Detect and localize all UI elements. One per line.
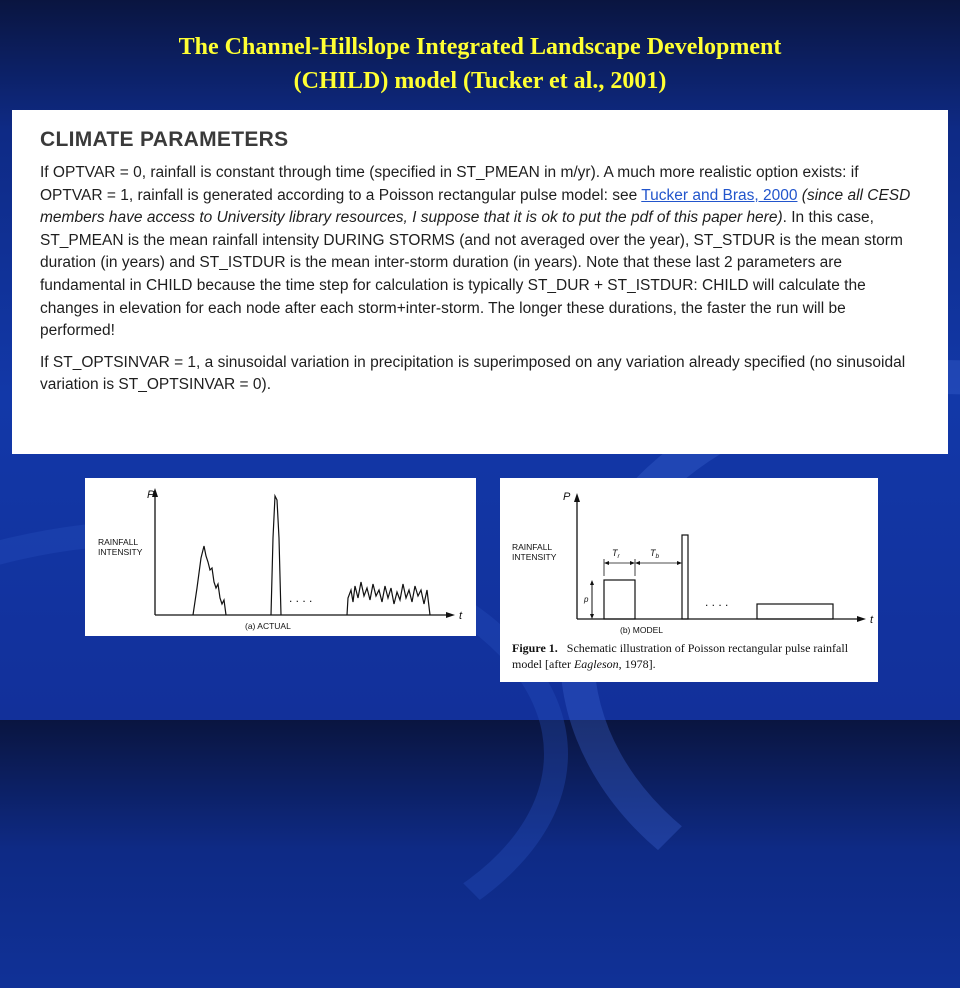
section-heading: CLIMATE PARAMETERS <box>40 128 289 151</box>
y-axis-arrow <box>574 493 580 502</box>
intensity-label: INTENSITY <box>512 552 557 562</box>
rainfall-label: RAINFALL <box>98 537 139 547</box>
p-label: p <box>584 595 589 604</box>
caption-end: , 1978]. <box>618 657 656 671</box>
pulse-1 <box>604 580 635 619</box>
slide-title-line-1: The Channel-Hillslope Integrated Landscape Development <box>178 34 782 60</box>
figure-number: Figure 1. <box>512 641 558 655</box>
x-axis-arrow <box>446 612 455 618</box>
ellipsis-dots: . . . . <box>705 595 729 609</box>
paragraph-optvar <box>40 162 920 343</box>
ellipsis-dots: . . . . <box>289 591 313 605</box>
storm-3-trace <box>347 582 430 615</box>
paragraph-note: (since all CESD members have access to University library resources, I suppose that it is ok to put the pdf of this paper here) <box>40 186 911 227</box>
x-axis-label: t <box>870 614 874 626</box>
storm-1-trace <box>193 546 226 615</box>
intensity-label: INTENSITY <box>98 547 143 557</box>
tr-arrow-left <box>604 561 609 565</box>
tb-label: $T_b$ <box>650 548 660 560</box>
tr-arrow-right <box>630 561 635 565</box>
figure-caption <box>512 640 872 672</box>
x-axis-arrow <box>857 616 866 622</box>
y-axis-label: P <box>147 489 155 501</box>
rainfall-label: RAINFALL <box>512 542 553 552</box>
climate-parameters-panel <box>12 110 948 454</box>
paragraph-optsinvar: If ST_OPTSINVAR = 1, a sinusoidal variation in precipitation is superimposed on any variation already specified (no sinusoidal variation is ST_OPTSINVAR = 0). <box>40 353 906 394</box>
tb-arrow-right <box>677 561 682 565</box>
p-arrow-top <box>590 580 594 585</box>
tucker-bras-link[interactable]: Tucker and Bras, 2000 <box>641 186 798 204</box>
paragraph-text: . In this case, ST_PMEAN is the mean rainfall intensity DURING STORMS (and not averaged over the year), ST_STDUR is the mean storm duration (in years) and ST_ISTDUR is the mean inter-storm duration (in years). Note that these last 2 parameters are fundamental in CHILD because the time step for calculation is typically ST_DUR + ST_ISTDUR: CHILD will calculate the changes in elevation for each node after each storm+inter-storm. The longer these durations, the faster the run will be performed! <box>40 209 903 340</box>
p-arrow-bottom <box>590 614 594 619</box>
paragraph-text: If OPTVAR = 0, rainfall is constant through time (specified in ST_PMEAN in m/yr). A much more realistic option exists: if OPTVAR = 1, rainfall is generated according to a Poisson rectangular pulse model: see <box>40 164 859 204</box>
model-rainfall-plot <box>500 478 878 638</box>
panel-label: (a) ACTUAL <box>245 621 291 631</box>
storm-2-trace <box>271 496 281 615</box>
caption-text: Schematic illustration of Poisson rectangular pulse rainfall model [after <box>512 641 849 671</box>
figure-model <box>500 478 878 682</box>
caption-author: Eagleson <box>573 657 619 671</box>
slide-title <box>0 30 960 98</box>
panel-label: (b) MODEL <box>620 625 663 635</box>
pulse-2 <box>682 535 688 619</box>
tr-label: $T_r$ <box>612 548 620 560</box>
x-axis-label: t <box>459 610 463 622</box>
y-axis-label: P <box>563 491 571 503</box>
figure-actual <box>85 478 476 636</box>
actual-rainfall-plot <box>85 478 476 636</box>
slide-title-line-2: (CHILD) model (Tucker et al., 2001) <box>293 68 667 94</box>
pulse-3 <box>757 604 833 619</box>
tb-arrow-left <box>635 561 640 565</box>
